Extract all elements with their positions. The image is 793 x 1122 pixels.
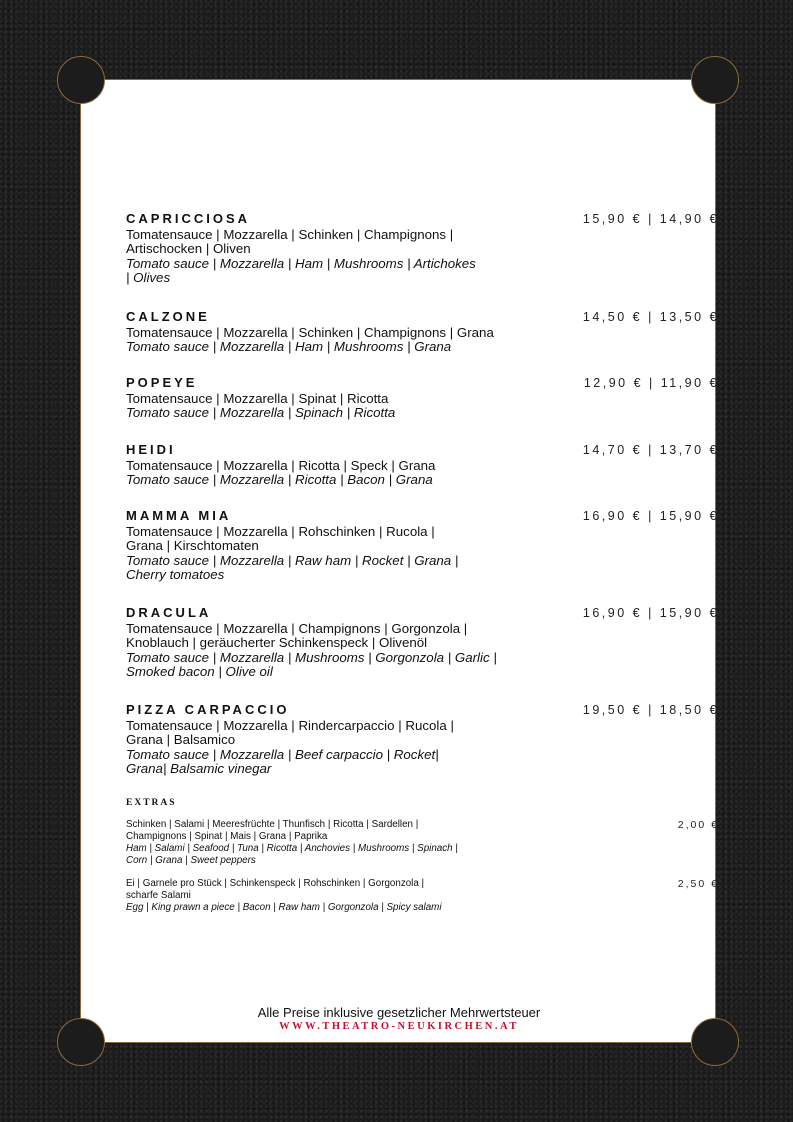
extras-description-en: Ham | Salami | Seafood | Tuna | Ricotta | Anchovies | Mushrooms | Spinach | Corn | Grana | Sweet peppers	[126, 843, 458, 866]
item-name: POPEYE	[126, 375, 198, 390]
item-description-en: Tomato sauce | Mozzarella | Raw ham | Rocket | Grana | Cherry tomatoes	[126, 552, 459, 582]
item-description-de: Tomatensauce | Mozzarella | Spinat | Ricotta	[126, 391, 389, 406]
item-description-en: Tomato sauce | Mozzarella | Ham | Mushrooms | Grana	[126, 339, 452, 355]
item-description-de: Tomatensauce | Mozzarella | Schinken | Champignons | Grana	[126, 325, 494, 340]
item-description-en: Tomato sauce | Mozzarella | Ricotta | Bacon | Grana	[126, 472, 433, 488]
item-name: DRACULA	[126, 605, 212, 620]
item-name: HEIDI	[126, 442, 176, 457]
menu-item	[126, 442, 719, 488]
extras-description-de: Ei | Garnele pro Stück | Schinkenspeck | Rohschinken | Gorgonzola | scharfe Salami	[126, 878, 425, 901]
item-name: CAPRICCIOSA	[126, 211, 251, 226]
extras-title: EXTRAS	[126, 798, 177, 808]
item-description-en: Tomato sauce | Mozzarella | Beef carpaccio | Rocket| Grana| Balsamic vinegar	[126, 746, 439, 776]
item-description-en: Tomato sauce | Mozzarella | Mushrooms | Gorgonzola | Garlic | Smoked bacon | Olive oil	[126, 649, 497, 679]
corner-notch	[57, 56, 105, 104]
item-name: PIZZA CARPACCIO	[126, 702, 290, 717]
menu-item	[126, 508, 719, 582]
item-price: 19,50 € | 18,50 €	[582, 703, 719, 717]
item-name: CALZONE	[126, 309, 210, 324]
extras-group	[126, 878, 719, 914]
item-description-en: Tomato sauce | Mozzarella | Spinach | Ricotta	[126, 405, 396, 421]
item-description-en: Tomato sauce | Mozzarella | Ham | Mushrooms | Artichokes | Olives	[126, 255, 476, 285]
website-link[interactable]: WWW.THEATRO-NEUKIRCHEN.AT	[279, 1021, 519, 1032]
extras-description-en: Egg | King prawn a piece | Bacon | Raw ham | Gorgonzola | Spicy salami	[126, 902, 442, 913]
item-description-de: Tomatensauce | Mozzarella | Ricotta | Speck | Grana	[126, 458, 436, 473]
item-description-de: Tomatensauce | Mozzarella | Rohschinken | Rucola | Grana | Kirschtomaten	[126, 524, 435, 554]
extras-group	[126, 819, 719, 867]
menu-item	[126, 605, 719, 679]
menu-item	[126, 309, 719, 355]
item-price: 12,90 € | 11,90 €	[583, 376, 719, 390]
item-name: MAMMA MIA	[126, 508, 232, 523]
menu-item	[126, 211, 719, 285]
item-price: 16,90 € | 15,90 €	[582, 606, 719, 620]
menu-item	[126, 702, 719, 776]
extras-price: 2,00 €	[677, 819, 719, 831]
corner-notch	[691, 56, 739, 104]
extras-description-de: Schinken | Salami | Meeresfrüchte | Thunfisch | Ricotta | Sardellen | Champignons | Spinat | Mais | Grana | Paprika	[126, 819, 419, 842]
item-price: 16,90 € | 15,90 €	[582, 509, 719, 523]
menu-item	[126, 375, 719, 421]
item-price: 14,50 € | 13,50 €	[582, 310, 719, 324]
item-price: 14,70 € | 13,70 €	[582, 443, 719, 457]
item-description-de: Tomatensauce | Mozzarella | Rindercarpaccio | Rucola | Grana | Balsamico	[126, 718, 454, 748]
extras-price: 2,50 €	[677, 878, 719, 890]
item-description-de: Tomatensauce | Mozzarella | Schinken | Champignons | Artischocken | Oliven	[126, 227, 454, 257]
menu-card	[80, 79, 719, 1043]
tax-note: Alle Preise inklusive gesetzlicher Mehrwertsteuer	[257, 1005, 541, 1020]
item-price: 15,90 € | 14,90 €	[582, 212, 719, 226]
item-description-de: Tomatensauce | Mozzarella | Champignons | Gorgonzola | Knoblauch | geräucherter Schinkenspeck | Olivenöl	[126, 621, 468, 651]
